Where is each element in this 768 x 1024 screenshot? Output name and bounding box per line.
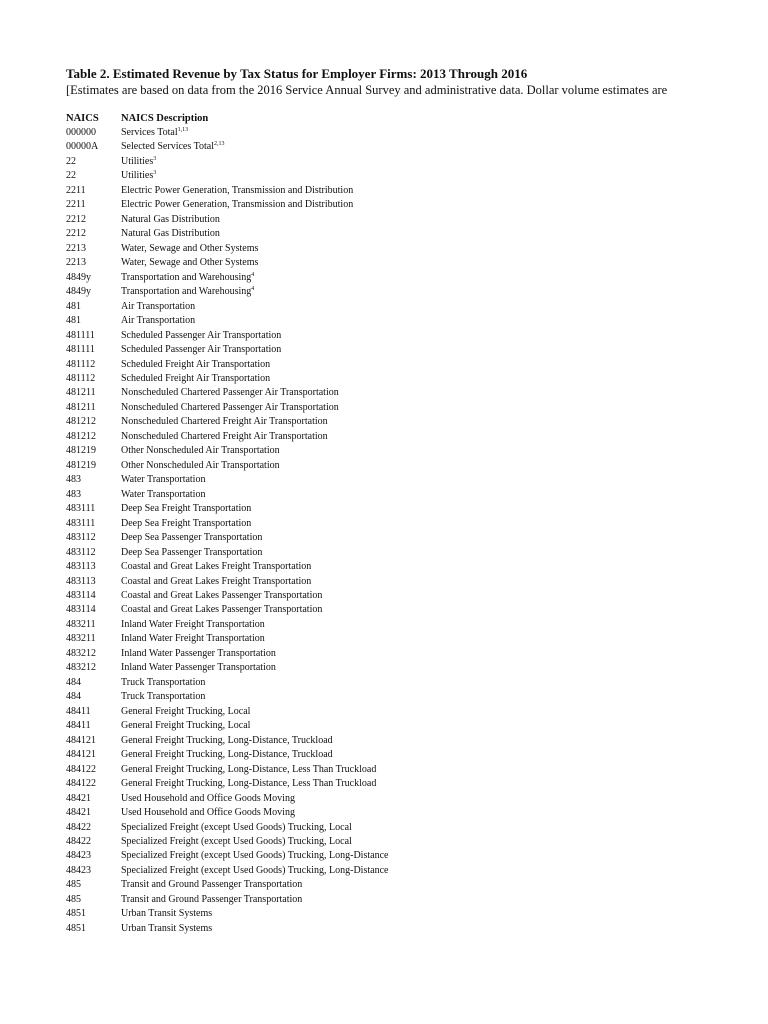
naics-description-text: Selected Services Total (121, 141, 214, 153)
naics-description (121, 632, 265, 646)
naics-code: 483111 (66, 503, 96, 515)
naics-code: 2211 (66, 184, 86, 196)
naics-description (121, 444, 280, 458)
naics-code: 4849y (66, 286, 91, 298)
footnote-reference: 3 (153, 170, 157, 177)
naics-description-text: Truck Transportation (121, 691, 206, 703)
naics-description-text: Transit and Ground Passenger Transportation (121, 879, 303, 891)
naics-code: 2212 (66, 228, 86, 240)
naics-description (121, 271, 254, 285)
naics-description-text: Electric Power Generation, Transmission and Distribution (121, 184, 354, 196)
naics-description (121, 517, 251, 531)
naics-description-text: Nonscheduled Chartered Passenger Air Transportation (121, 401, 339, 413)
naics-description-text: Deep Sea Passenger Transportation (121, 532, 263, 544)
naics-code: 4851 (66, 922, 86, 934)
naics-description-text: Deep Sea Freight Transportation (121, 503, 252, 515)
naics-description-text: Water, Sewage and Other Systems (121, 242, 259, 254)
naics-description (121, 763, 376, 777)
naics-description-text: Inland Water Passenger Transportation (121, 662, 276, 674)
naics-description-text: Nonscheduled Chartered Passenger Air Transportation (121, 387, 339, 399)
naics-code: 481211 (66, 401, 96, 413)
naics-description (121, 821, 352, 835)
naics-code: 483114 (66, 604, 96, 616)
naics-description (121, 300, 195, 314)
naics-description (121, 358, 270, 372)
naics-description (121, 560, 311, 574)
naics-description (121, 140, 224, 154)
naics-description-text: Urban Transit Systems (121, 922, 213, 934)
naics-description-text: Air Transportation (121, 300, 196, 312)
naics-description (121, 907, 212, 921)
naics-description-text: Transit and Ground Passenger Transportation (121, 893, 303, 905)
naics-code: 48423 (66, 864, 91, 876)
naics-code: 22 (66, 170, 76, 182)
naics-description-text: Utilities (121, 170, 154, 182)
naics-description-text: Scheduled Passenger Air Transportation (121, 329, 282, 341)
naics-code: 485 (66, 893, 81, 905)
naics-description-text: Coastal and Great Lakes Freight Transportation (121, 561, 312, 573)
naics-description-text: Inland Water Freight Transportation (121, 618, 265, 630)
naics-description (121, 430, 328, 444)
naics-code: 48411 (66, 705, 91, 717)
naics-description-text: Scheduled Freight Air Transportation (121, 358, 271, 370)
naics-description (121, 705, 250, 719)
naics-description (121, 835, 352, 849)
naics-description (121, 922, 212, 936)
naics-code: 481219 (66, 445, 96, 457)
naics-code: 485 (66, 879, 81, 891)
naics-description (121, 849, 388, 863)
naics-description-text: Electric Power Generation, Transmission and Distribution (121, 199, 354, 211)
naics-code: 481212 (66, 416, 96, 428)
naics-code: 483211 (66, 633, 96, 645)
naics-description (121, 575, 311, 589)
naics-description-text: Water, Sewage and Other Systems (121, 257, 259, 269)
naics-description (121, 227, 220, 241)
naics-description-text: Specialized Freight (except Used Goods) Trucking, Local (121, 835, 352, 847)
naics-description-text: Used Household and Office Goods Moving (121, 807, 295, 819)
naics-code: 484122 (66, 763, 96, 775)
naics-description (121, 126, 188, 140)
naics-code: 483112 (66, 546, 96, 558)
naics-description-text: Other Nonscheduled Air Transportation (121, 459, 280, 471)
naics-code: 481112 (66, 372, 96, 384)
naics-code: 48422 (66, 835, 91, 847)
naics-description-text: Coastal and Great Lakes Passenger Transportation (121, 604, 323, 616)
naics-code: 481 (66, 315, 81, 327)
naics-code: 481111 (66, 344, 95, 356)
naics-code: 483211 (66, 618, 96, 630)
naics-description-text: Services Total (121, 127, 178, 138)
naics-description-text: Specialized Freight (except Used Goods) Trucking, Long-Distance (121, 850, 389, 862)
naics-description-text: Transportation and Warehousing (121, 286, 252, 298)
naics-description-text: Inland Water Passenger Transportation (121, 647, 276, 659)
naics-description-text: General Freight Trucking, Long-Distance, Less Than Truckload (121, 778, 377, 790)
naics-code: 481112 (66, 358, 96, 370)
naics-description (121, 690, 205, 704)
naics-code: 4851 (66, 908, 86, 920)
naics-code: 48422 (66, 821, 91, 833)
naics-description (121, 546, 262, 560)
naics-code: 484121 (66, 749, 96, 761)
naics-code: 483111 (66, 517, 96, 529)
naics-code: 48411 (66, 720, 91, 732)
naics-description-text: Scheduled Freight Air Transportation (121, 372, 271, 384)
naics-code: 2213 (66, 242, 86, 254)
naics-description-text: Deep Sea Freight Transportation (121, 517, 252, 529)
naics-description (121, 314, 195, 328)
naics-description-text: Natural Gas Distribution (121, 213, 220, 225)
naics-code: 483113 (66, 575, 96, 587)
naics-description-text: Inland Water Freight Transportation (121, 633, 265, 645)
naics-code: 2213 (66, 257, 86, 269)
naics-description (121, 734, 333, 748)
naics-code: 481211 (66, 387, 96, 399)
footnote-reference: 2,13 (213, 141, 225, 148)
naics-description (121, 719, 250, 733)
naics-code: 00000A (66, 141, 99, 153)
table-title: Table 2. Estimated Revenue by Tax Status for Employer Firms: 2013 Through 2016 (66, 66, 528, 81)
column-header-naics-description: NAICS Description (121, 113, 209, 124)
naics-code: 483212 (66, 662, 96, 674)
naics-code: 481 (66, 300, 81, 312)
naics-description-text: Specialized Freight (except Used Goods) Trucking, Long-Distance (121, 864, 389, 876)
naics-description-text: Natural Gas Distribution (121, 228, 220, 240)
naics-description-text: Deep Sea Passenger Transportation (121, 546, 263, 558)
naics-description-text: General Freight Trucking, Long-Distance, Less Than Truckload (121, 763, 377, 775)
naics-description (121, 473, 205, 487)
naics-code: 484122 (66, 778, 96, 790)
naics-description-text: Water Transportation (121, 474, 206, 486)
naics-description (121, 459, 280, 473)
column-header-naics: NAICS (66, 113, 99, 124)
naics-description (121, 329, 281, 343)
naics-description-text: Water Transportation (121, 488, 206, 500)
naics-description (121, 792, 295, 806)
naics-code: 484 (66, 691, 81, 703)
naics-description (121, 676, 205, 690)
naics-description (121, 864, 388, 878)
naics-description-text: Coastal and Great Lakes Passenger Transportation (121, 590, 323, 601)
naics-description-text: Transportation and Warehousing (121, 271, 252, 283)
naics-description-text: Nonscheduled Chartered Freight Air Transportation (121, 430, 328, 442)
naics-description-text: General Freight Trucking, Local (121, 705, 251, 717)
naics-description (121, 213, 220, 227)
naics-code: 484121 (66, 734, 96, 746)
naics-code: 481219 (66, 459, 96, 471)
naics-description (121, 386, 339, 400)
naics-description (121, 198, 353, 212)
naics-description-text: General Freight Trucking, Local (121, 720, 251, 732)
footnote-reference: 4 (251, 271, 255, 278)
naics-description (121, 242, 258, 256)
naics-code: 483114 (66, 590, 96, 601)
naics-description-text: Other Nonscheduled Air Transportation (121, 445, 280, 457)
naics-description-text: General Freight Trucking, Long-Distance, Truckload (121, 734, 333, 746)
naics-code: 48421 (66, 807, 91, 819)
naics-description (121, 603, 322, 617)
naics-description (121, 488, 205, 502)
naics-description (121, 169, 156, 183)
naics-description (121, 661, 276, 675)
naics-code: 48423 (66, 850, 91, 862)
naics-code: 483 (66, 488, 81, 500)
naics-description (121, 748, 333, 762)
naics-code: 481111 (66, 329, 95, 341)
naics-description (121, 184, 353, 198)
naics-description (121, 401, 339, 415)
naics-code: 483112 (66, 532, 96, 544)
naics-code: 48421 (66, 792, 91, 804)
naics-code: 483 (66, 474, 81, 486)
naics-code: 22 (66, 155, 76, 167)
footnote-reference: 4 (251, 286, 255, 293)
naics-code: 483113 (66, 561, 96, 573)
naics-code: 481212 (66, 430, 96, 442)
naics-description (121, 285, 254, 299)
naics-description (121, 372, 270, 386)
naics-description (121, 589, 322, 603)
naics-description (121, 256, 258, 270)
naics-description (121, 806, 295, 820)
naics-code: 4849y (66, 271, 91, 283)
footnote-reference: 3 (153, 155, 157, 162)
naics-description (121, 777, 376, 791)
naics-description (121, 618, 265, 632)
naics-description (121, 878, 302, 892)
naics-code: 000000 (66, 127, 96, 138)
naics-description (121, 647, 276, 661)
naics-description (121, 155, 156, 169)
naics-description-text: Nonscheduled Chartered Freight Air Transportation (121, 416, 328, 428)
footnote-reference: 1,13 (177, 127, 189, 133)
naics-description-text: Air Transportation (121, 315, 196, 327)
naics-description-text: Urban Transit Systems (121, 908, 213, 920)
naics-description (121, 415, 328, 429)
naics-code: 484 (66, 676, 81, 688)
naics-description-text: Truck Transportation (121, 676, 206, 688)
naics-description-text: Utilities (121, 155, 154, 167)
naics-code: 2212 (66, 213, 86, 225)
naics-description-text: General Freight Trucking, Long-Distance, Truckload (121, 749, 333, 761)
naics-code: 483212 (66, 647, 96, 659)
naics-description (121, 502, 251, 516)
naics-description-text: Scheduled Passenger Air Transportation (121, 344, 282, 356)
naics-description (121, 343, 281, 357)
naics-code: 2211 (66, 199, 86, 211)
naics-description-text: Used Household and Office Goods Moving (121, 792, 295, 804)
naics-description (121, 531, 262, 545)
naics-description (121, 893, 302, 907)
naics-description-text: Specialized Freight (except Used Goods) Trucking, Local (121, 821, 352, 833)
table-subtitle: [Estimates are based on data from the 2016 Service Annual Survey and administrative data. Dollar volume estimates are (66, 83, 668, 97)
naics-description-text: Coastal and Great Lakes Freight Transportation (121, 575, 312, 587)
